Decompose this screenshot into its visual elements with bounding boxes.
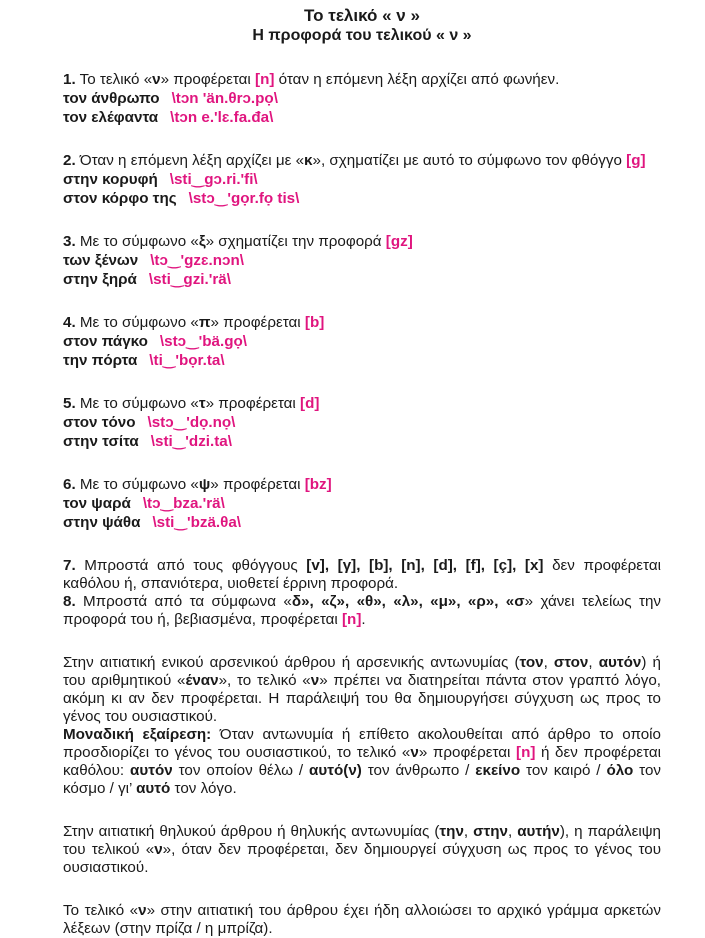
rule-5 [63,395,661,451]
example [63,413,661,432]
letter: ξ [198,233,206,250]
example-ipa: \tɔ‿'gzɛ.nɔn\ [150,252,244,269]
example-word: στην τσίτα [63,433,139,450]
example-word: τον ψαρά [63,495,131,512]
paragraph-feminine: Στην αιτιατική θηλυκού άρθρου ή θηλυκής αντωνυμίας (την, στην, αυτήν), η παράλειψη του τελικού «ν», όταν δεν προφέρεται, δεν δημιουργεί σύγχυση ως προς το γένος του ουσιαστικού. [63,823,662,876]
sound: [d] [300,395,320,412]
rule-4 [63,314,661,370]
example [63,170,661,189]
letter: ν [152,71,161,88]
example-ipa: \ti‿'bọr.ta\ [149,352,225,369]
example-ipa: \sti‿gɔ.ri.'fi\ [169,171,258,188]
sound: [n] [516,744,536,761]
sound: [n] [342,611,362,628]
example [63,432,661,451]
rule-number: 7. [63,557,76,574]
example-word: στην ξηρά [63,271,137,288]
rule-number: 8. [63,593,76,610]
sound: [n] [255,71,275,88]
rule-text: 5. Με το σύμφωνο «τ» προφέρεται [d] [63,395,320,412]
example-ipa: \sti‿gzi.'rä\ [148,271,231,288]
example-word: την πόρτα [63,352,138,369]
rule-2 [63,152,661,208]
note-masculine [63,654,661,798]
example-ipa: \tɔ‿bza.'rä\ [142,495,225,512]
sound: [bz] [304,476,332,493]
sound: [g] [626,152,646,169]
letter: κ [304,152,313,169]
example-word: τον ελέφαντα [63,109,159,126]
rule-text: 2. Όταν η επόμενη λέξη αρχίζει με «κ», σχηματίζει με αυτό το σύμφωνο τον φθόγγο [g] [63,152,646,169]
rule-text: 6. Με το σύμφωνο «ψ» προφέρεται [bz] [63,476,332,493]
example-word: στην ψάθα [63,514,141,531]
example [63,270,661,289]
note-article [63,902,661,938]
sound: [gz] [385,233,413,250]
sound: [b] [304,314,325,331]
rule-number: 6. [63,476,76,493]
paragraph-masculine: Στην αιτιατική ενικού αρσενικού άρθρου ή αρσενικής αντωνυμίας (τον, στον, αυτόν) ή του αριθμητικού «έναν», το τελικό «ν» πρέπει να διατηρείται πάντα στον γραπτό λόγο, ακόμη κι αν δεν προφέρεται. Η παράλειψή του θα δημιουργήσει σύγχυση ως προς το γένος του ουσιαστικού. [63,654,661,725]
rule-text: 4. Με το σύμφωνο «π» προφέρεται [b] [63,314,325,331]
rule-3 [63,233,661,289]
example [63,189,661,208]
example-word: στην κορυφή [63,171,158,188]
rule-6 [63,476,661,532]
rules-7-8 [63,557,661,629]
rule-text: 1. Το τελικό «ν» προφέρεται [n] όταν η επόμενη λέξη αρχίζει από φωνήεν. [63,71,560,88]
paragraph-article: Το τελικό «ν» στην αιτιατική του άρθρου έχει ήδη αλλοιώσει το αρχικό γράμμα αρκετών λέξεων (στην πρίζα / η μπρίζα). [63,902,661,937]
example [63,108,661,127]
example-ipa: \stɔ‿'dọ.nọ\ [147,414,236,431]
example-ipa: \stɔ‿'gọr.fọ tis\ [188,190,300,207]
rule-8: 8. Μπροστά από τα σύμφωνα «δ», «ζ», «θ», «λ», «μ», «ρ», «σ» χάνει τελείως την προφορά του ή, βεβιασμένα, προφέρεται [n]. [63,593,661,628]
letter: τ [198,395,206,412]
letter: ψ [198,476,211,493]
letter: π [198,314,211,331]
example-ipa: \stɔ‿'bä.gọ\ [159,333,247,350]
example-word: των ξένων [63,252,139,269]
paragraph-exception: Μοναδική εξαίρεση: Όταν αντωνυμία ή επίθετο ακολουθείται από άρθρο το οποίο προσδιορίζει το γένος του ουσιαστικού, το τελικό «ν» προφέρεται [n] ή δεν προφέρεται καθόλου: αυτόν τον οποίον θέλω / αυτό(ν) τον άνθρωπο / εκείνο τον καιρό / όλο τον κόσμο / γι’ αυτό τον λόγο. [63,726,661,797]
rule-1 [63,71,661,127]
rule-text: 3. Με το σύμφωνο «ξ» σχηματίζει την προφορά [gz] [63,233,413,250]
rule-7: 7. Μπροστά από τους φθόγγους [v], [γ], [b], [n], [d], [f], [ç], [x] δεν προφέρεται καθόλου ή, σπανιότερα, υιοθετεί έρρινη προφορά. [63,557,661,592]
example-ipa: \sti‿'bzä.θa\ [152,514,241,531]
rule-number: 3. [63,233,76,250]
sounds: [v], [γ], [b], [n], [d], [f], [ç], [x] [306,557,544,574]
example [63,332,661,351]
example [63,89,661,108]
example-word: στον πάγκο [63,333,148,350]
letters: δ», «ζ», «θ», «λ», «μ», «ρ», «σ [291,593,525,610]
example-word: τον άνθρωπο [63,90,160,107]
rule-number: 2. [63,152,76,169]
page-subtitle: Η προφορά του τελικού « ν » [252,27,472,44]
rule-number: 4. [63,314,76,331]
exception-label: Μοναδική εξαίρεση: [63,726,212,743]
example-ipa: \sti‿'dzi.ta\ [150,433,232,450]
example-ipa: \tɔn 'än.θrɔ.pọ\ [171,90,278,107]
note-feminine [63,823,661,877]
rule-number: 5. [63,395,76,412]
page-title: Το τελικό « ν » [304,6,420,25]
example [63,513,661,532]
example [63,351,661,370]
example [63,251,661,270]
example-word: στον τόνο [63,414,136,431]
example-word: στον κόρφο της [63,190,177,207]
example [63,494,661,513]
example-ipa: \tɔn e.'lɛ.fa.đa\ [170,109,274,126]
rule-number: 1. [63,71,76,88]
